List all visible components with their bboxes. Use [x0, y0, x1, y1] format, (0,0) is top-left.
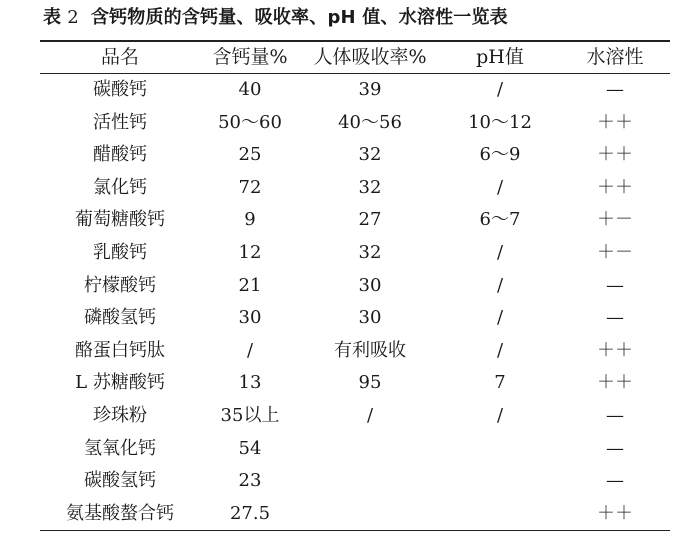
- cell-absorption-rate: 95: [358, 372, 382, 394]
- cell-absorption-rate: [300, 465, 440, 498]
- cell-water-solubility: ＋＋: [597, 502, 633, 524]
- table-row: [40, 172, 670, 205]
- cell-water-solubility: ＋＋: [597, 372, 633, 394]
- cell-calcium-content: 27.5: [229, 502, 271, 524]
- cell-product-name: 活性钙: [93, 111, 147, 133]
- table-row: [40, 367, 670, 400]
- table-row: [40, 204, 670, 237]
- cell-absorption-rate: 30: [358, 274, 382, 296]
- header-row: [40, 41, 670, 74]
- cell-ph-value: 6～9: [479, 144, 521, 166]
- table-body: [40, 74, 670, 531]
- cell-calcium-content: 30: [238, 307, 262, 329]
- cell-water-solubility: —: [606, 79, 624, 100]
- cell-absorption-rate: 40～56: [338, 111, 402, 133]
- cell-product-name: 乳酸钙: [93, 241, 147, 263]
- table-caption-label: 表: [43, 7, 62, 28]
- cell-absorption-rate: 32: [358, 144, 382, 166]
- cell-calcium-content: 40: [238, 79, 262, 100]
- cell-product-name: L 苏糖酸钙: [75, 372, 165, 394]
- cell-product-name: 酪蛋白钙肽: [75, 339, 165, 361]
- cell-ph-value: [440, 433, 560, 466]
- cell-water-solubility: ＋＋: [597, 176, 633, 198]
- cell-water-solubility: —: [606, 307, 624, 329]
- table-row: [40, 107, 670, 140]
- cell-product-name: 磷酸氢钙: [84, 307, 156, 329]
- cell-ph-value: /: [496, 274, 504, 296]
- table-row: [40, 237, 670, 270]
- cell-calcium-content: 12: [238, 241, 262, 263]
- table-row: [40, 335, 670, 368]
- table-row: [40, 139, 670, 172]
- cell-absorption-rate: /: [366, 404, 374, 426]
- table-row: [40, 465, 670, 498]
- cell-absorption-rate: 32: [358, 176, 382, 198]
- cell-calcium-content: 25: [238, 144, 262, 166]
- cell-water-solubility: ＋－: [597, 241, 633, 263]
- cell-water-solubility: —: [606, 437, 624, 459]
- table-row: [40, 498, 670, 531]
- cell-product-name: 葡萄糖酸钙: [75, 209, 165, 231]
- table-row: [40, 302, 670, 335]
- cell-calcium-content: /: [246, 339, 254, 361]
- cell-calcium-content: 9: [244, 209, 256, 231]
- cell-product-name: 珍珠粉: [93, 404, 147, 426]
- cell-calcium-content: 54: [238, 437, 262, 459]
- table-row: [40, 270, 670, 303]
- cell-absorption-rate: [300, 498, 440, 531]
- table-row: [40, 74, 670, 107]
- table-caption: [43, 6, 508, 30]
- cell-calcium-content: 21: [238, 274, 262, 296]
- cell-absorption-rate: 32: [358, 241, 382, 263]
- cell-calcium-content: 13: [238, 372, 262, 394]
- cell-absorption-rate: 39: [358, 79, 382, 100]
- cell-water-solubility: ＋＋: [597, 111, 633, 133]
- cell-ph-value: [440, 498, 560, 531]
- cell-ph-value: 10～12: [468, 111, 532, 133]
- cell-product-name: 柠檬酸钙: [84, 274, 156, 296]
- header-ph-value: pH值: [476, 46, 524, 68]
- cell-ph-value: 6～7: [479, 209, 521, 231]
- cell-ph-value: /: [496, 307, 504, 329]
- table-caption-title: 含钙物质的含钙量、吸收率、pH 值、水溶性一览表: [90, 7, 508, 28]
- cell-ph-value: [440, 465, 560, 498]
- cell-product-name: 碳酸氢钙: [84, 470, 156, 492]
- cell-absorption-rate: 27: [358, 209, 382, 231]
- cell-absorption-rate: 有利吸收: [334, 339, 406, 361]
- table-caption-number: 2: [67, 7, 79, 28]
- cell-ph-value: 7: [494, 372, 506, 394]
- table-header: [40, 41, 670, 74]
- cell-product-name: 碳酸钙: [93, 79, 147, 100]
- cell-water-solubility: ＋＋: [597, 339, 633, 361]
- cell-absorption-rate: 30: [358, 307, 382, 329]
- cell-water-solubility: —: [606, 404, 624, 426]
- cell-calcium-content: 50～60: [218, 111, 282, 133]
- cell-ph-value: /: [496, 241, 504, 263]
- cell-product-name: 氯化钙: [93, 176, 147, 198]
- cell-ph-value: /: [496, 404, 504, 426]
- cell-water-solubility: ＋－: [597, 209, 633, 231]
- cell-water-solubility: —: [606, 274, 624, 296]
- table-row: [40, 433, 670, 466]
- cell-ph-value: /: [496, 79, 504, 100]
- cell-calcium-content: 72: [238, 176, 262, 198]
- cell-calcium-content: 35以上: [220, 404, 280, 426]
- cell-absorption-rate: [300, 433, 440, 466]
- table-row: [40, 400, 670, 433]
- cell-product-name: 醋酸钙: [93, 144, 147, 166]
- cell-product-name: 氢氧化钙: [84, 437, 156, 459]
- cell-water-solubility: ＋＋: [597, 144, 633, 166]
- cell-ph-value: /: [496, 176, 504, 198]
- cell-water-solubility: —: [606, 470, 624, 492]
- cell-calcium-content: 23: [238, 470, 262, 492]
- cell-product-name: 氨基酸螯合钙: [66, 502, 174, 524]
- calcium-table: [40, 40, 670, 531]
- cell-ph-value: /: [496, 339, 504, 361]
- header-absorption-rate: 人体吸收率%: [313, 46, 427, 68]
- header-product-name: 品名: [100, 46, 139, 68]
- header-calcium-content: 含钙量%: [212, 46, 288, 68]
- header-water-solubility: 水溶性: [586, 46, 644, 68]
